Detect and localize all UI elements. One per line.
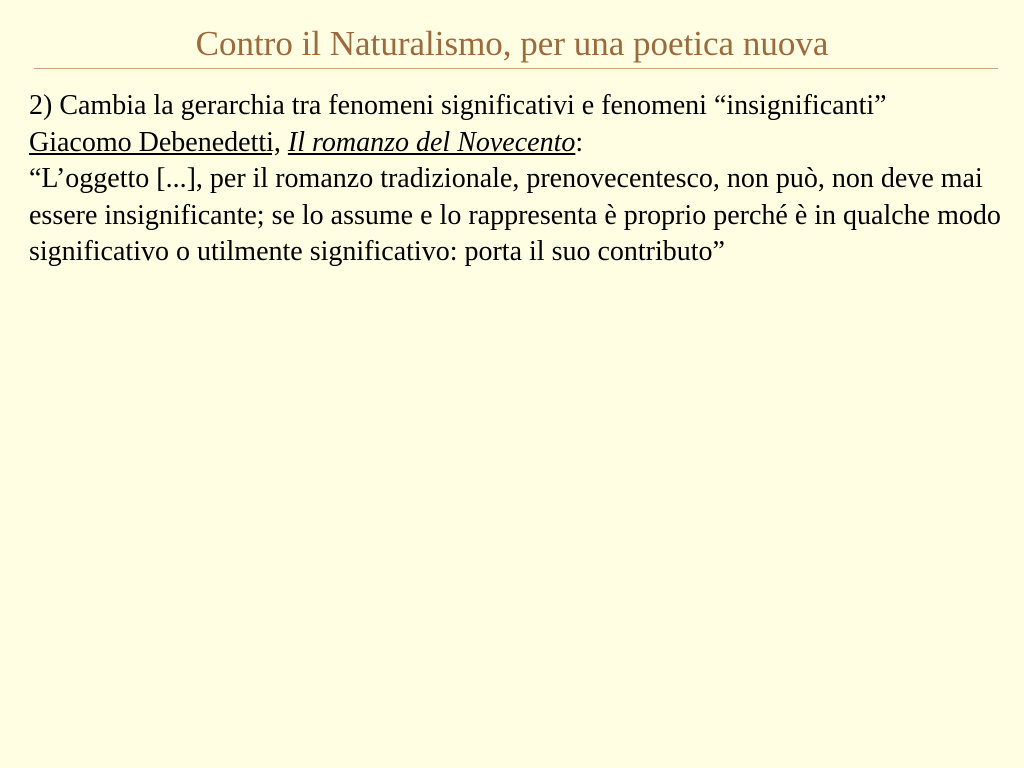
slide-title: Contro il Naturalismo, per una poetica nuova [195,24,829,63]
citation-suffix: : [575,126,584,158]
point-text: 2) Cambia la gerarchia tra fenomeni significativi e fenomeni “insignificanti” [29,90,887,121]
citation-author: Giacomo Debenedetti, [29,126,281,158]
citation [29,125,1004,162]
citation-book-title: Il romanzo del Novecento [287,126,576,158]
citation-space [281,127,288,158]
slide-body [29,88,1004,271]
quote-text: “L’oggetto [...], per il romanzo tradizionale, prenovecentesco, non può, non deve mai essere insignificante; se lo assume e lo rappresenta è proprio perché è in qualche modo significativo o utilmente significativo: porta il suo contributo” [29,163,1001,267]
title-divider [34,68,998,69]
